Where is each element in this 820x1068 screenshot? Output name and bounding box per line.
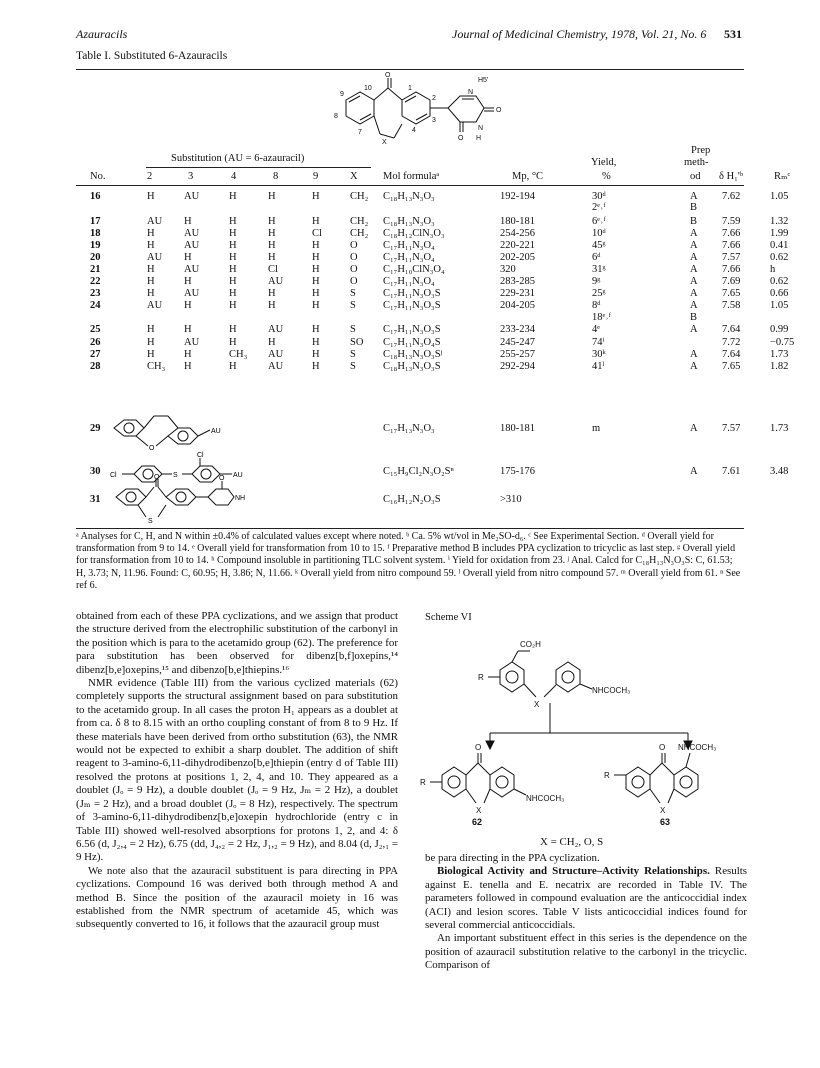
cell-c9: H — [312, 216, 320, 227]
table-footnotes: ᵃ Analyses for C, H, and N within ±0.4% of calculated values except where noted. ᵇ Ca. 5% wt/vol in Me₂SO-d₆. ᶜ See Experimental Section. ᵈ Overall yield for transformation from 9 to 14. ᵉ Overall yield for transformation from 10 to 15. ᶠ Preparative method B includes PPA cyclization to tricyclic as last step. ᵍ Overall yield for transformation from 10 to 14. ʰ Compound insoluble in partitioning TLC solvent system. ⁱ Yield for oxidation from 23. ʲ Anal. Calcd for C₁₈H₁₃N₃O₃S: C, 61.53; H, 3.73; N, 11.96. Found: C, 60.95; H, 3.86; N, 11.66. ᵏ Overall yield from nitro compound 59. ˡ Overall yield from nitro compound 57. ᵐ Overall yield from 61. ⁿ See ref 6. — [76, 531, 741, 591]
cell-no: 18 — [90, 228, 101, 239]
cell-c3: H — [184, 324, 192, 335]
cell-dh: 7.65 — [722, 361, 741, 372]
cell-yield: 6ᵉ˒ᶠ — [592, 216, 606, 227]
cell-c9: H — [312, 276, 320, 287]
cell-yield: 41ˡ — [592, 361, 605, 372]
cell-mp: 202-205 — [500, 252, 535, 263]
cell-c2: H — [147, 337, 155, 348]
cell-c4: H — [229, 228, 237, 239]
cell-rm: 1.99 — [770, 228, 789, 239]
cell-c2: H — [147, 191, 155, 202]
cell-formula: C₁₇H₁₃N₃O₃ — [383, 423, 435, 434]
cell-c9: Cl — [312, 228, 322, 239]
cell-c4: H — [229, 240, 237, 251]
cell-c2: H — [147, 276, 155, 287]
cell-mp: 255-257 — [500, 349, 535, 360]
cell-c8: H — [268, 288, 276, 299]
cell-rm: 3.48 — [770, 466, 789, 477]
svg-text:O: O — [496, 107, 502, 114]
cell-rm: 0.41 — [770, 240, 789, 251]
cell-mp: 245-247 — [500, 337, 535, 348]
cell-method: B — [690, 312, 698, 323]
cell-c9: H — [312, 264, 320, 275]
cell-method: A — [690, 288, 698, 299]
table-bottom-rule — [76, 528, 744, 529]
svg-text:R: R — [420, 778, 426, 787]
cell-rm: 1.05 — [770, 191, 789, 202]
cell-c3: H — [184, 349, 192, 360]
cell-mp: 254-256 — [500, 228, 535, 239]
svg-text:X: X — [476, 806, 482, 815]
cell-c8: H — [268, 191, 276, 202]
cell-c9: H — [312, 252, 320, 263]
cell-c9: H — [312, 349, 320, 360]
svg-text:AU: AU — [233, 472, 243, 479]
cell-c2: H — [147, 324, 155, 335]
cell-method: A — [690, 361, 698, 372]
cell-c2: AU — [147, 216, 163, 227]
svg-text:Cl: Cl — [110, 472, 117, 479]
running-head-title: Azauracils — [76, 27, 128, 41]
cell-no: 20 — [90, 252, 101, 263]
section-heading: Biological Activity and Structure–Activity Relationships. — [437, 865, 710, 878]
cell-dh: 7.57 — [722, 423, 741, 434]
cell-c2: H — [147, 228, 155, 239]
svg-text:1: 1 — [408, 85, 412, 92]
col-rm: Rₘᶜ — [774, 171, 791, 182]
cell-no: 22 — [90, 276, 101, 287]
cell-no: 24 — [90, 300, 101, 311]
cell-c2: AU — [147, 300, 163, 311]
cell-c3: H — [184, 252, 192, 263]
cell-c4: H — [229, 264, 237, 275]
cell-method: A — [690, 264, 698, 275]
table-header-rule — [76, 185, 744, 186]
cell-rm: 0.62 — [770, 276, 789, 287]
cell-no: 19 — [90, 240, 101, 251]
cell-c9: H — [312, 337, 320, 348]
cell-method: A — [690, 349, 698, 360]
cell-x: SO — [350, 337, 364, 348]
paragraph-3: We note also that the azauracil substituent is para directing in PPA cyclizations. Compound 16 was derived both through method A and method B. Since the position of the azauracil moiety in 16 was established from the NMR spectrum of acetamide 45, which was subsequently converted to 16, it follows that the azauracil group must — [76, 864, 398, 931]
cell-rm: 0.99 — [770, 324, 789, 335]
cell-yield: 18ᵉ˒ᶠ — [592, 312, 611, 323]
cell-yield: 74ⁱ — [592, 337, 605, 348]
cell-no: 16 — [90, 191, 101, 202]
yield-header-line1: Yield, — [591, 157, 617, 168]
col-delta: δ H₁'ᵇ — [719, 171, 743, 182]
col-yield: % — [602, 171, 611, 182]
cell-c8: H — [268, 240, 276, 251]
structure-31 — [110, 475, 280, 530]
cell-yield: 4ᵉ — [592, 324, 600, 335]
svg-text:O: O — [659, 743, 666, 752]
cell-method: A — [690, 228, 698, 239]
svg-text:Cl: Cl — [197, 452, 204, 459]
cell-c4: H — [229, 276, 237, 287]
cell-c4: H — [229, 216, 237, 227]
cell-c8: H — [268, 337, 276, 348]
cell-formula: C₁₆H₁₂N₂O₃S — [383, 494, 441, 505]
cell-formula: C₁₇H₁₁N₃O₄S — [383, 337, 441, 348]
right-paragraph-1: be para directing in the PPA cyclization. — [425, 852, 600, 864]
cell-formula: C₁₈H₁₃N₃O₃ — [383, 191, 435, 202]
svg-text:N: N — [478, 125, 484, 132]
cell-method: A — [690, 423, 698, 434]
cell-formula: C₁₈H₁₃N₃O₃S — [383, 361, 441, 372]
cell-rm: 1.05 — [770, 300, 789, 311]
col-mp: Mp, °C — [512, 171, 544, 182]
cell-x: CH₂ — [350, 191, 369, 202]
right-column-text — [425, 852, 747, 973]
journal-citation: Journal of Medicinal Chemistry, 1978, Vol. 21, No. 6 — [452, 27, 707, 41]
cell-c3: H — [184, 276, 192, 287]
cell-yield: 6ᵈ — [592, 252, 601, 263]
right-paragraph-2: Biological Activity and Structure–Activity Relationships. Results against E. tenella and E. necatrix are recorded in Table IV. The parameters followed in compound evaluation are the anticoccidial index (ACI) and lesion scores. Table V lists anticoccidial indices found for several commercial anticoccidials. — [425, 865, 748, 932]
svg-text:10: 10 — [364, 85, 372, 92]
substitution-group-header: Substitution (AU = 6-azauracil) — [171, 153, 305, 164]
cell-rm: h — [770, 264, 776, 275]
cell-x: CH₂ — [350, 216, 369, 227]
cell-method: A — [690, 300, 698, 311]
cell-no: 27 — [90, 349, 101, 360]
cell-c9: H — [312, 191, 320, 202]
cell-formula: C₁₇H₁₁N₃O₄ — [383, 240, 435, 251]
cell-mp: >310 — [500, 494, 522, 505]
cell-method: B — [690, 216, 698, 227]
cell-yield: 2ᵉ˒ᶠ — [592, 202, 606, 213]
cell-no: 29 — [90, 423, 101, 434]
table-caption: Table I. Substituted 6-Azauracils — [76, 50, 228, 62]
cell-no: 21 — [90, 264, 101, 275]
cell-dh: 7.69 — [722, 276, 741, 287]
cell-x: O — [350, 276, 358, 287]
cell-dh: 7.57 — [722, 252, 741, 263]
cell-c4: H — [229, 300, 237, 311]
svg-text:O: O — [149, 445, 155, 452]
col-4: 4 — [231, 171, 237, 182]
cell-yield: 10ᵈ — [592, 228, 606, 239]
cell-mp: 175-176 — [500, 466, 535, 477]
compound-62-label: 62 — [472, 817, 483, 827]
cell-mp: 233-234 — [500, 324, 535, 335]
cell-c8: H — [268, 252, 276, 263]
cell-c4: H — [229, 191, 237, 202]
cell-formula: C₁₈H₁₃N₃O₃ — [383, 216, 435, 227]
svg-text:NHCOCH₃: NHCOCH₃ — [526, 794, 565, 803]
cell-formula: C₁₈H₁₂ClN₃O₃ — [383, 228, 445, 239]
svg-text:3: 3 — [432, 117, 436, 124]
cell-rm: 0.66 — [770, 288, 789, 299]
cell-c2: H — [147, 240, 155, 251]
svg-text:CO₂H: CO₂H — [520, 640, 541, 649]
cell-c2: H — [147, 264, 155, 275]
cell-x: O — [350, 240, 358, 251]
prep-header-line2: meth- — [684, 157, 709, 168]
cell-yield: 31ᵍ — [592, 264, 606, 275]
svg-text:S: S — [148, 518, 153, 525]
cell-x: CH₂ — [350, 228, 369, 239]
col-8: 8 — [273, 171, 279, 182]
col-no: No. — [90, 171, 106, 182]
cell-dh: 7.62 — [722, 191, 741, 202]
cell-yield: 25ᵍ — [592, 288, 606, 299]
cell-dh: 7.59 — [722, 216, 741, 227]
cell-c8: Cl — [268, 264, 278, 275]
cell-method: A — [690, 252, 698, 263]
col-3: 3 — [188, 171, 194, 182]
col-2: 2 — [147, 171, 153, 182]
cell-c3: AU — [184, 240, 200, 251]
cell-rm: 1.32 — [770, 216, 789, 227]
paragraph-1: obtained from each of these PPA cyclizations, and we assign that product the structure derived from the electrophilic substitution of the carbonyl in the position which is para to the acetamido group (62). The preference for para substitution has been observed for dibenz[b,f]oxepins,¹⁴ dibenz[b,e]oxepins,¹⁵ and dibenzo[b,e]thiepins.¹⁶ — [76, 610, 398, 676]
cell-mp: 292-294 — [500, 361, 535, 372]
table-top-rule — [76, 69, 744, 70]
svg-text:7: 7 — [358, 129, 362, 136]
cell-dh: 7.64 — [722, 349, 741, 360]
cell-no: 30 — [90, 466, 101, 477]
svg-text:N: N — [468, 89, 474, 96]
scheme-title: Scheme VI — [425, 612, 472, 623]
cell-yield: 30ᵏ — [592, 349, 606, 360]
cell-x: O — [350, 252, 358, 263]
cell-c4: H — [229, 288, 237, 299]
cell-dh: 7.66 — [722, 240, 741, 251]
cell-yield: 30ᵈ — [592, 191, 606, 202]
cell-c9: H — [312, 240, 320, 251]
svg-text:X: X — [534, 700, 540, 709]
cell-mp: 204-205 — [500, 300, 535, 311]
cell-c4: CH₃ — [229, 349, 248, 360]
cell-method: A — [690, 276, 698, 287]
cell-c9: H — [312, 324, 320, 335]
cell-rm: 0.62 — [770, 252, 789, 263]
cell-yield: 9ᵍ — [592, 276, 601, 287]
cell-c4: H — [229, 324, 237, 335]
cell-c3: H — [184, 216, 192, 227]
cell-dh: 7.58 — [722, 300, 741, 311]
cell-c8: H — [268, 300, 276, 311]
col-x: X — [350, 171, 358, 182]
cell-mp: 220-221 — [500, 240, 535, 251]
svg-text:O: O — [154, 474, 160, 481]
cell-formula: C₁₇H₁₁N₃O₃S — [383, 288, 441, 299]
left-column-text — [76, 610, 398, 932]
cell-mp: 192-194 — [500, 191, 535, 202]
structure-29 — [110, 406, 250, 456]
cell-c3: AU — [184, 337, 200, 348]
cell-mp: 180-181 — [500, 216, 535, 227]
col-prep: od — [690, 171, 701, 182]
cell-no: 25 — [90, 324, 101, 335]
cell-no: 17 — [90, 216, 101, 227]
cell-c9: H — [312, 288, 320, 299]
cell-formula: C₁₇H₁₁N₃O₄ — [383, 276, 435, 287]
cell-yield: m — [592, 423, 601, 434]
cell-c8: H — [268, 228, 276, 239]
cell-c2: H — [147, 288, 155, 299]
cell-c2: AU — [147, 252, 163, 263]
cell-mp: 180-181 — [500, 423, 535, 434]
svg-text:H5': H5' — [478, 77, 489, 84]
cell-x: O — [350, 264, 358, 275]
svg-text:R: R — [478, 673, 484, 682]
cell-c8: AU — [268, 361, 284, 372]
cell-formula: C₁₅H₉Cl₂N₃O₂Sⁿ — [383, 466, 454, 477]
cell-x: S — [350, 324, 356, 335]
cell-c4: H — [229, 337, 237, 348]
svg-text:X: X — [660, 806, 666, 815]
cell-no: 23 — [90, 288, 101, 299]
cell-c8: AU — [268, 324, 284, 335]
cell-dh: 7.66 — [722, 264, 741, 275]
svg-text:2: 2 — [432, 95, 436, 102]
col-9: 9 — [313, 171, 319, 182]
cell-c4: H — [229, 361, 237, 372]
cell-c8: H — [268, 216, 276, 227]
cell-yield: 8ᵈ — [592, 300, 601, 311]
cell-method: A — [690, 191, 698, 202]
page-number: 531 — [724, 27, 742, 41]
cell-no: 26 — [90, 337, 101, 348]
cell-dh: 7.64 — [722, 324, 741, 335]
cell-x: S — [350, 288, 356, 299]
svg-text:NHCOCH₃: NHCOCH₃ — [678, 743, 717, 752]
svg-text:R: R — [604, 771, 610, 780]
svg-text:O: O — [475, 743, 482, 752]
scheme-x-definition: X = CH₂, O, S — [540, 836, 604, 848]
cell-c8: AU — [268, 349, 284, 360]
cell-c3: H — [184, 361, 192, 372]
cell-mp: 320 — [500, 264, 516, 275]
cell-c3: AU — [184, 228, 200, 239]
svg-text:8: 8 — [334, 113, 338, 120]
cell-c9: H — [312, 300, 320, 311]
cell-method: A — [690, 240, 698, 251]
svg-text:NH: NH — [235, 495, 246, 502]
cell-method: B — [690, 202, 698, 213]
prep-header-line1: Prep — [691, 145, 711, 156]
cell-c3: AU — [184, 191, 200, 202]
svg-text:NHCOCH₃: NHCOCH₃ — [592, 686, 631, 695]
cell-c3: AU — [184, 288, 200, 299]
svg-text:O: O — [458, 135, 464, 142]
cell-rm: −0.75 — [770, 337, 795, 348]
cell-no: 28 — [90, 361, 101, 372]
cell-yield: 45ᵍ — [592, 240, 606, 251]
cell-c4: H — [229, 252, 237, 263]
cell-c2: CH₃ — [147, 361, 166, 372]
cell-c9: H — [312, 361, 320, 372]
cell-c3: H — [184, 300, 192, 311]
right-paragraph-3: An important substituent effect in this series is the dependence on the position of azauracil substitution relative to the carbonyl in the tricyclic. Comparison of — [425, 932, 747, 972]
cell-no: 31 — [90, 494, 101, 505]
cell-method: A — [690, 324, 698, 335]
cell-x: S — [350, 361, 356, 372]
cell-dh: 7.66 — [722, 228, 741, 239]
svg-text:O: O — [385, 72, 391, 79]
cell-formula: C₁₇H₁₁N₃O₄ — [383, 252, 435, 263]
cell-formula: C₁₇H₁₁N₃O₃S — [383, 324, 441, 335]
svg-text:AU: AU — [211, 428, 221, 435]
cell-formula: C₁₇H₁₁N₃O₃S — [383, 300, 441, 311]
scheme-vi-figure — [420, 625, 750, 850]
cell-formula: C₁₇H₁₀ClN₃O₄ — [383, 264, 445, 275]
svg-text:S: S — [173, 472, 178, 479]
cell-x: S — [350, 300, 356, 311]
svg-text:X: X — [382, 139, 387, 146]
cell-rm: 1.82 — [770, 361, 789, 372]
cell-c8: AU — [268, 276, 284, 287]
cell-mp: 229-231 — [500, 288, 535, 299]
compound-63-label: 63 — [660, 817, 671, 827]
cell-formula: C₁₈H₁₃N₃O₃Sʲ — [383, 349, 443, 360]
cell-c3: AU — [184, 264, 200, 275]
cell-method: A — [690, 466, 698, 477]
cell-c2: H — [147, 349, 155, 360]
cell-dh: 7.61 — [722, 466, 741, 477]
group-header-rule — [146, 167, 371, 168]
azauracil-core-structure — [318, 72, 528, 152]
cell-dh: 7.72 — [722, 337, 741, 348]
svg-text:9: 9 — [340, 91, 344, 98]
cell-x: S — [350, 349, 356, 360]
paragraph-2: NMR evidence (Table III) from the various cyclized materials (62) completely supports the structural assignment based on para substitution to the acetamido group. In all cases the proton H₁ appears as a doublet at from ca. δ 8 to 8.15 with an ortho coupling constant of from 8 to 9 Hz. If these materials have been derived from ortho substitution (63), the NMR would not be expected to exhibit a sharp doublet. The addition of shift reagent to 3-amino-6,11-dihydrodibenzo[b,e]thiepin (entry d of Table III) resolved the protons at positions 1, 2, 4, and 10. They appeared as a doublet (Jₒ = 9 Hz), a double doublet (Jₒ = 9 Hz, Jₘ = 2 Hz), a doublet (Jₘ = 2 Hz), and a broad doublet (Jₒ = 8 Hz), respectively. The spectrum of 3-amino-6,11-dihydrodibenz[b,e]oxepin hydrochloride (entry c in Table III) showed well-resolved absorptions for protons 1, 2, and 4: δ 6.56 (d, J₂,₄ = 2 Hz), 6.75 (dd, J₄,₂ = 2 Hz, J₁,₂ = 9 Hz), and 8.04 (d, J₂,₁ = 9 Hz). — [76, 677, 398, 864]
col-formula: Mol formulaᵃ — [383, 171, 440, 182]
cell-mp: 283-285 — [500, 276, 535, 287]
cell-rm: 1.73 — [770, 349, 789, 360]
svg-text:O: O — [219, 475, 225, 482]
svg-text:4: 4 — [412, 127, 416, 134]
cell-dh: 7.65 — [722, 288, 741, 299]
cell-rm: 1.73 — [770, 423, 789, 434]
svg-text:H: H — [476, 135, 482, 142]
